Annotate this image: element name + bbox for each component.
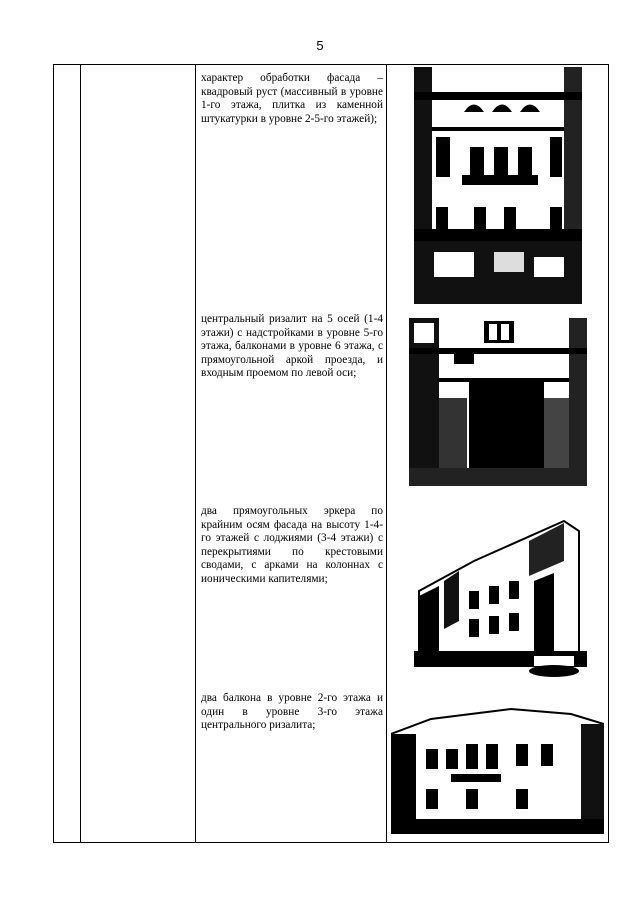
document-table: [53, 64, 609, 843]
bay-windows-photo: [414, 501, 587, 681]
facade-upper-floors-photo: [414, 67, 582, 304]
table-row: [196, 65, 608, 305]
balconies-photo: [391, 694, 604, 834]
row-description: два балкона в уровне 2-го этажа и один в уровне 3-го этажа центрального ризалита;: [201, 692, 383, 732]
row-description: характер обработки фасада – квадровый руст (массивный в уровне 1-го этажа, плитка из каменной штукатурки в уровне 2-5-го этажей);: [201, 72, 383, 125]
central-arch-photo: [409, 318, 587, 486]
table-row: [196, 684, 608, 844]
page-number: 5: [316, 38, 324, 53]
column-divider: [80, 65, 81, 842]
row-description: центральный ризалит на 5 осей (1-4 этажи) с надстройками в уровне 5-го этажа, балконами в уровне 6 этажа, с прямоугольной аркой проезда, и входным проемом по левой оси;: [201, 313, 383, 380]
table-row: [196, 497, 608, 684]
row-description: два прямоугольных эркера по крайним осям фасада на высоту 1-4-го этажей с лоджиями (3-4 этажи) с перекрытиями по крестовыми сводами, с арками на колоннах с ионическими капителями;: [201, 505, 383, 585]
table-row: [196, 305, 608, 497]
